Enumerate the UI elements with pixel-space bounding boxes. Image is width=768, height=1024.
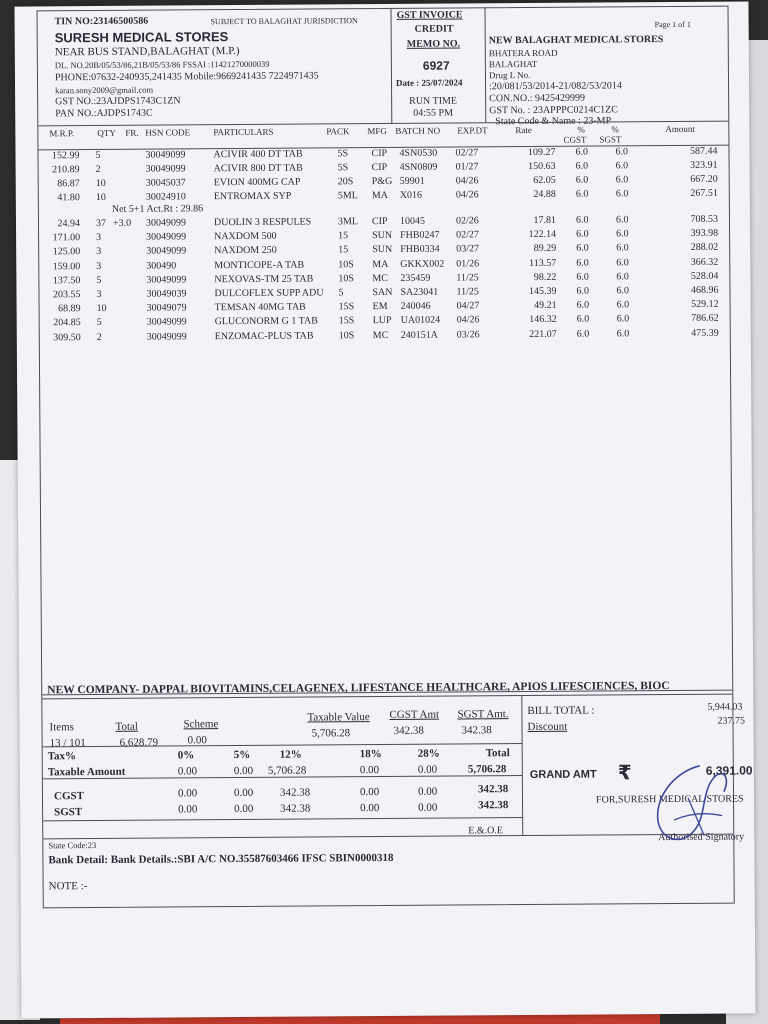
cell-qty: 5 xyxy=(95,149,101,162)
cell-cgst: 6.0 xyxy=(576,328,590,340)
cell-exp: 01/26 xyxy=(456,257,480,270)
cell-sgst: 6.0 xyxy=(615,214,629,226)
cell-sgst: 6.0 xyxy=(615,146,629,158)
cell-pack: 5S xyxy=(337,148,349,160)
cell-rate: 17.81 xyxy=(533,214,557,226)
cell-mrp: 24.94 xyxy=(57,218,81,230)
cell-mfg: MC xyxy=(372,272,388,284)
cell-amount: 528.04 xyxy=(690,270,719,282)
cell-pack: 10S xyxy=(338,273,354,285)
tax-rate-heading: 28% xyxy=(417,747,440,760)
cell-exp: 03/26 xyxy=(456,328,480,341)
cell-hsn: 30049039 xyxy=(146,288,187,300)
cell-sgst: 6.0 xyxy=(615,160,629,172)
column-header: HSN CODE xyxy=(145,127,191,138)
cell-pack: 5 xyxy=(338,287,344,299)
cell-hsn: 30049079 xyxy=(146,302,187,314)
cell-name: MONTICOPE-A TAB xyxy=(214,259,305,271)
cell-qty: 2 xyxy=(95,163,101,176)
column-subheader-cgst: CGST xyxy=(563,134,587,145)
cell-name: GLUCONORM G 1 TAB xyxy=(214,315,318,328)
run-time-label: RUN TIME xyxy=(409,95,458,107)
cell-qty: 10 xyxy=(95,191,106,204)
column-header: PARTICULARS xyxy=(213,126,274,138)
cgst-cell: 0.00 xyxy=(233,786,254,800)
cell-sgst: 6.0 xyxy=(616,256,629,268)
cell-cgst: 6.0 xyxy=(576,299,590,311)
cell-hsn: 300490 xyxy=(146,260,177,272)
cell-mrp: 210.89 xyxy=(52,164,80,176)
cell-rate: 122.14 xyxy=(528,228,557,241)
cell-name: ENZOMAC-PLUS TAB xyxy=(214,330,314,342)
cell-hsn: 30049099 xyxy=(146,274,187,286)
seller-address: NEAR BUS STAND,BALAGHAT (M.P.) xyxy=(54,45,240,59)
invoice-paper xyxy=(14,1,755,1018)
cgst-cell: 0.00 xyxy=(417,785,438,798)
cell-mrp: 309.50 xyxy=(53,331,81,343)
cell-pack: 3ML xyxy=(337,216,359,228)
cell-rate: 109.27 xyxy=(527,146,556,158)
sgst-amt-value: 342.38 xyxy=(461,724,492,737)
cell-pack: 10S xyxy=(338,329,355,341)
cell-sgst: 6.0 xyxy=(616,327,630,339)
cell-cgst: 6.0 xyxy=(576,313,590,326)
cell-sgst: 6.0 xyxy=(616,313,630,325)
cell-batch: UA01024 xyxy=(400,315,441,327)
cell-cgst: 6.0 xyxy=(575,214,589,226)
cell-name: NEXOVAS-TM 25 TAB xyxy=(214,273,314,285)
seller-pan: PAN NO.:AJDPS1743C xyxy=(55,107,153,120)
tax-rate-heading: 0% xyxy=(177,749,195,762)
cell-mrp: 204.85 xyxy=(53,317,81,329)
cell-exp: 04/26 xyxy=(455,175,479,187)
cell-cgst: 6.0 xyxy=(576,285,590,297)
rupee-icon: ₹ xyxy=(617,762,632,785)
cell-rate: 150.63 xyxy=(528,160,556,172)
cgst-amt-label: CGST Amt xyxy=(389,708,440,721)
cell-rate: 221.07 xyxy=(529,328,557,340)
signature-icon xyxy=(644,758,733,859)
cell-exp: 03/27 xyxy=(456,243,480,255)
seller-phone: PHONE:07632-240935,241435 Mobile:9669241435 7224971435 xyxy=(54,70,319,84)
cell-amount: 786.62 xyxy=(691,313,719,325)
cell-exp: 11/25 xyxy=(456,272,479,284)
cell-mfg: CIP xyxy=(371,161,388,174)
cell-rate: 98.22 xyxy=(533,271,557,283)
page-number: Page 1 of 1 xyxy=(654,19,691,30)
run-time: 04:55 PM xyxy=(413,107,454,119)
cgst-cell: 342.38 xyxy=(279,786,311,799)
scheme-value: 0.00 xyxy=(187,734,207,747)
column-header: PACK xyxy=(326,126,350,137)
cell-qty: 10 xyxy=(95,177,106,190)
column-header: % xyxy=(611,124,619,135)
cell-sgst: 6.0 xyxy=(616,242,629,254)
seller-tin: TIN NO:23146500586 xyxy=(54,15,149,28)
cgst-label: CGST xyxy=(53,790,85,803)
scheme-label: Scheme xyxy=(183,718,219,731)
cell-qty: 2 xyxy=(96,331,102,343)
cell-batch: GKKX002 xyxy=(400,258,445,270)
cell-exp: 02/26 xyxy=(455,215,479,227)
cell-mfg: LUP xyxy=(372,315,392,327)
bank-details: Bank Detail: Bank Details.:SBI A/C NO.35587603466 IFSC SBIN0000318 xyxy=(48,851,394,867)
cell-sgst: 6.0 xyxy=(616,228,629,240)
sgst-cell: 0.00 xyxy=(360,802,380,815)
cell-pack: 15S xyxy=(338,315,355,327)
cell-qty: 10 xyxy=(96,303,107,315)
cell-batch: X016 xyxy=(399,189,423,201)
cell-exp: 01/27 xyxy=(455,161,479,173)
taxable-amount-cell: 0.00 xyxy=(417,763,438,776)
cell-batch: FHB0334 xyxy=(400,244,440,256)
cgst-cell: 0.00 xyxy=(359,786,380,799)
cgst-total: 342.38 xyxy=(477,783,509,796)
cell-sgst: 6.0 xyxy=(616,299,630,311)
cell-pack: 5S xyxy=(337,162,349,174)
cell-name: TEMSAN 40MG TAB xyxy=(214,301,306,314)
buyer-name: NEW BALAGHAT MEDICAL STORES xyxy=(488,34,664,47)
column-header: Rate xyxy=(515,124,532,136)
tax-rate-heading: 12% xyxy=(279,748,302,761)
memo-number: 6927 xyxy=(422,58,450,73)
cell-exp: 04/27 xyxy=(456,300,480,312)
invoice-date: Date : 25/07/2024 xyxy=(395,77,463,88)
sgst-label: SGST xyxy=(54,806,83,819)
invoice-type: GST INVOICE xyxy=(396,9,463,21)
sgst-amt-label: SGST Amt. xyxy=(457,708,509,721)
cell-pack: 10S xyxy=(338,258,354,270)
cell-exp: 02/27 xyxy=(455,147,479,159)
cell-mrp: 137.50 xyxy=(52,274,81,287)
cell-cgst: 6.0 xyxy=(575,160,589,172)
cell-mfg: P&G xyxy=(371,175,393,188)
cell-amount: 468.96 xyxy=(690,284,719,296)
buyer-road: BHATERA ROAD xyxy=(488,47,558,59)
cell-exp: 11/25 xyxy=(456,286,479,298)
cell-rate: 24.88 xyxy=(533,188,556,200)
taxable-amount-total: 5,706.28 xyxy=(467,763,507,776)
discount-label: Discount xyxy=(527,720,568,734)
taxable-amount-cell: 0.00 xyxy=(233,764,254,778)
cell-hsn: 30049099 xyxy=(145,149,186,161)
taxable-amount-cell: 5,706.28 xyxy=(267,764,307,777)
cell-pack: 20S xyxy=(337,176,354,188)
cell-mrp: 68.89 xyxy=(58,303,81,315)
seller-gst: GST NO.:23AJDPS1743C1ZN xyxy=(55,95,181,108)
cell-mrp: 125.00 xyxy=(52,246,81,258)
cell-mfg: SUN xyxy=(372,230,393,242)
taxable-amount-label: Taxable Amount xyxy=(47,765,126,779)
cell-sgst: 6.0 xyxy=(615,174,629,186)
cell-rate: 146.32 xyxy=(529,314,557,326)
cell-hsn: 30049099 xyxy=(146,316,187,329)
cell-mfg: SAN xyxy=(372,286,393,299)
authorised-signatory: Authorised Signatory xyxy=(658,831,745,844)
cell-hsn: 30049099 xyxy=(145,163,186,175)
cell-qty: 3 xyxy=(96,288,102,301)
net-rate-note: Net 5+1 Act.Rt : 29.86 xyxy=(111,203,204,215)
column-subheader-sgst: SGST xyxy=(599,134,622,145)
cell-mrp: 41.80 xyxy=(57,192,80,204)
bill-total-label: BILL TOTAL : xyxy=(527,704,595,718)
buyer-city: BALAGHAT xyxy=(488,58,538,70)
sgst-cell: 0.00 xyxy=(178,803,198,816)
cell-hsn: 30049099 xyxy=(146,330,187,343)
cell-name: EVION 400MG CAP xyxy=(213,176,301,189)
cell-sgst: 6.0 xyxy=(615,188,629,200)
cell-amount: 288.02 xyxy=(690,242,719,254)
cell-sgst: 6.0 xyxy=(616,285,630,297)
discount-value: 237.75 xyxy=(717,715,746,727)
cell-mrp: 86.87 xyxy=(57,178,80,190)
cell-pack: 15 xyxy=(338,230,349,242)
buyer-state: State Code & Name : 23-MP xyxy=(495,115,612,128)
cell-mfg: CIP xyxy=(371,147,388,160)
cell-amount: 323.91 xyxy=(690,159,718,171)
cell-batch: 10045 xyxy=(399,215,426,227)
eoe-note: E.&.O.E xyxy=(468,825,503,837)
column-header: FR. xyxy=(125,127,139,138)
cell-pack: 5ML xyxy=(337,190,358,202)
cell-name: DUOLIN 3 RESPULES xyxy=(213,216,312,229)
cell-batch: 235459 xyxy=(400,272,431,284)
cell-mrp: 152.99 xyxy=(51,150,80,162)
cell-qty: 3 xyxy=(96,260,102,272)
cell-qty: 5 xyxy=(96,317,102,329)
cell-cgst: 6.0 xyxy=(576,228,589,240)
cell-qty: 37 xyxy=(95,217,107,230)
memo-label: MEMO NO. xyxy=(406,38,461,50)
column-header: MFG xyxy=(367,125,387,137)
cell-batch: 240046 xyxy=(400,300,431,313)
cell-rate: 62.05 xyxy=(533,174,556,186)
cell-amount: 393.98 xyxy=(690,227,719,240)
sgst-cell: 0.00 xyxy=(418,801,438,814)
cell-name: NAXDOM 250 xyxy=(214,245,277,257)
cell-hsn: 30049099 xyxy=(146,231,187,243)
cell-mrp: 203.55 xyxy=(52,289,81,301)
cell-amount: 667.20 xyxy=(690,173,718,185)
bill-total-value: 5,944.03 xyxy=(707,701,743,713)
cell-batch: SA23041 xyxy=(400,286,439,298)
cell-batch: 4SN0530 xyxy=(399,147,438,159)
cell-qty: 3 xyxy=(96,246,102,258)
cell-qty: 3 xyxy=(96,232,102,244)
column-header: BATCH NO xyxy=(395,125,441,136)
buyer-gst: GST No. : 23APPPC0214C1ZC xyxy=(489,104,619,117)
cell-hsn: 30049099 xyxy=(145,217,187,229)
cell-rate: 49.21 xyxy=(534,299,557,312)
column-header: QTY xyxy=(97,127,116,138)
cell-name: ENTROMAX SYP xyxy=(213,190,292,203)
tax-rate-label: Tax% xyxy=(47,750,77,763)
taxable-label: Taxable Value xyxy=(307,711,370,724)
total-value: 6,628.79 xyxy=(119,736,159,749)
cell-exp: 02/27 xyxy=(456,229,479,241)
cell-mfg: CIP xyxy=(371,215,388,228)
cell-name: ACIVIR 800 DT TAB xyxy=(213,162,303,175)
cell-cgst: 6.0 xyxy=(575,188,589,200)
cell-pack: 15S xyxy=(338,301,355,313)
buyer-contact: CON.NO.: 9425429999 xyxy=(489,92,586,105)
cell-hsn: 30045037 xyxy=(145,177,186,189)
cell-fr: +3.0 xyxy=(112,217,132,229)
cell-amount: 529.12 xyxy=(691,298,719,311)
cell-cgst: 6.0 xyxy=(576,257,589,269)
cell-amount: 587.44 xyxy=(689,145,718,157)
buyer-drug-number: :20/081/53/2014-21/082/53/2014 xyxy=(489,80,622,93)
cell-mfg: MA xyxy=(372,258,389,270)
cell-rate: 145.39 xyxy=(528,285,557,297)
seller-email: karan.sony2009@gmail.com xyxy=(55,84,154,96)
cell-rate: 89.29 xyxy=(533,243,557,255)
note-label: NOTE :- xyxy=(48,880,88,893)
grand-amount-label: GRAND AMT xyxy=(529,768,597,781)
tax-rate-heading: 5% xyxy=(233,748,251,762)
cell-batch: 240151A xyxy=(400,329,439,341)
cell-mfg: MA xyxy=(371,189,388,202)
cgst-amt-value: 342.38 xyxy=(393,724,424,737)
total-label: Total xyxy=(115,720,139,733)
state-code: State Code:23 xyxy=(48,840,97,851)
cell-name: ACIVIR 400 DT TAB xyxy=(213,148,303,161)
cell-mfg: EM xyxy=(372,301,388,313)
invoice-mode: CREDIT xyxy=(414,23,454,35)
cell-mfg: SUN xyxy=(372,244,393,256)
cell-batch: 4SN0809 xyxy=(399,161,438,173)
cell-sgst: 6.0 xyxy=(616,271,629,283)
items-count: 13 / 101 xyxy=(49,737,86,750)
cell-name: DULCOFLEX SUPP ADU xyxy=(214,287,324,300)
cell-batch: 59901 xyxy=(399,175,425,187)
taxable-amount-cell: 0.00 xyxy=(359,764,380,777)
sgst-cell: 342.38 xyxy=(280,802,311,815)
company-line: NEW COMPANY- DAPPAL BIOVITAMINS,CELAGENEX, LIFESTANCE HEALTHCARE, APIOS LIFESCIENCES, BIOC xyxy=(47,680,670,697)
sgst-total: 342.38 xyxy=(478,799,509,812)
taxable-amount-cell: 0.00 xyxy=(177,765,198,778)
cell-rate: 113.57 xyxy=(529,257,557,269)
taxable-value: 5,706.28 xyxy=(311,727,351,740)
cell-amount: 475.39 xyxy=(691,327,719,339)
for-seller: FOR,SURESH MEDICAL STORES xyxy=(595,793,744,806)
cell-qty: 5 xyxy=(96,274,102,286)
cell-exp: 04/26 xyxy=(455,189,479,201)
cgst-cell: 0.00 xyxy=(177,787,198,800)
cell-hsn: 30049099 xyxy=(146,245,187,258)
buyer-drug-label: Drug L No. xyxy=(488,69,531,81)
column-header: % xyxy=(577,124,585,135)
cell-hsn: 30024910 xyxy=(145,191,186,203)
cell-pack: 15 xyxy=(338,244,349,256)
tax-total-heading: Total xyxy=(485,747,510,760)
tax-rate-heading: 18% xyxy=(359,748,382,761)
column-header: Amount xyxy=(665,123,695,135)
grand-amount-value: 6,391.00 xyxy=(705,763,753,778)
column-header: EXP.DT xyxy=(457,125,488,136)
cell-amount: 366.32 xyxy=(690,256,719,268)
seller-dl: DL. NO.20B/05/53/86,21B/05/53/86 FSSAI :11421270000039 xyxy=(54,58,270,71)
cell-amount: 708.53 xyxy=(690,213,719,225)
cell-cgst: 6.0 xyxy=(575,146,589,158)
items-label: Items xyxy=(49,721,75,734)
seller-name: SURESH MEDICAL STORES xyxy=(54,29,229,46)
cell-amount: 267.51 xyxy=(690,187,718,199)
cell-cgst: 6.0 xyxy=(576,242,589,255)
cell-batch: FHB0247 xyxy=(400,229,440,242)
column-header: M.R.P. xyxy=(49,128,75,139)
cell-mfg: MC xyxy=(372,329,389,341)
cell-name: NAXDOM 500 xyxy=(214,230,277,243)
cell-cgst: 6.0 xyxy=(575,174,589,186)
jurisdiction: SUBJECT TO BALAGHAT JURISDICTION xyxy=(210,16,358,27)
cell-cgst: 6.0 xyxy=(576,271,589,283)
cell-mrp: 159.00 xyxy=(52,260,81,272)
sgst-cell: 0.00 xyxy=(234,802,254,816)
cell-mrp: 171.00 xyxy=(52,232,81,244)
cell-exp: 04/26 xyxy=(456,314,480,326)
